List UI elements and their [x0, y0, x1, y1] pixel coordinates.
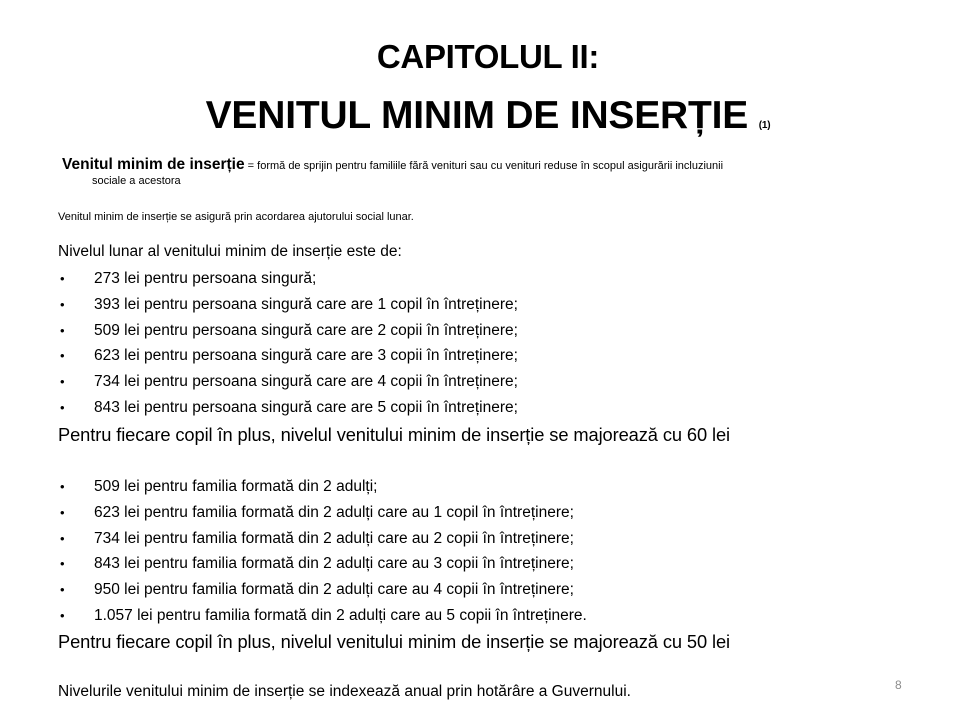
- bullet-icon: •: [60, 399, 65, 415]
- family-list: [58, 474, 587, 629]
- definition-continuation: sociale a acestora: [92, 175, 181, 187]
- list-item: • 950 lei pentru familia formată din 2 adulți care au 4 copii în întreținere;: [58, 577, 587, 603]
- bullet-icon: •: [60, 479, 65, 494]
- list-item: • 273 lei pentru persoana singură;: [58, 266, 518, 292]
- single-person-list: [58, 266, 518, 421]
- list-item: • 1.057 lei pentru familia formată din 2 adulți care au 5 copii în întreținere.: [58, 603, 587, 629]
- bullet-icon: •: [60, 530, 65, 546]
- bullet-icon: •: [60, 556, 65, 572]
- bullet-icon: •: [60, 374, 65, 390]
- bullet-icon: •: [60, 322, 65, 338]
- note-text: Venitul minim de inserție se asigură prin acordarea ajutorului social lunar.: [58, 211, 414, 223]
- family-extra-note: Pentru fiecare copil în plus, nivelul venitului minim de inserție se majorează cu 50 lei: [58, 631, 731, 652]
- definition: [62, 157, 912, 189]
- bullet-icon: •: [60, 607, 65, 623]
- list-item: • 623 lei pentru familia formată din 2 adulți care au 1 copil în întreținere;: [58, 500, 587, 526]
- single-person-extra-note: Pentru fiecare copil în plus, nivelul venitului minim de inserție se majorează cu 60 lei: [58, 424, 731, 445]
- bullet-icon: •: [60, 271, 65, 286]
- bullet-icon: •: [60, 296, 65, 312]
- footnote-mark: (1): [758, 120, 771, 131]
- section-title: [0, 94, 960, 138]
- list-item: • 843 lei pentru familia formată din 2 adulți care au 3 copii în întreținere;: [58, 551, 587, 577]
- list-item: • 623 lei pentru persoana singură care are 3 copii în întreținere;: [58, 343, 518, 369]
- definition-term: Venitul minim de inserție: [62, 156, 245, 173]
- list-item: • 509 lei pentru familia formată din 2 adulți;: [58, 474, 587, 500]
- indexation-note: Nivelurile venitului minim de inserție se indexează anual prin hotărâre a Guvernului.: [58, 683, 631, 700]
- bullet-icon: •: [60, 348, 65, 364]
- bullet-icon: •: [60, 504, 65, 520]
- list-item: • 843 lei pentru persoana singură care are 5 copii în întreținere;: [58, 395, 518, 421]
- bullet-icon: •: [60, 582, 65, 598]
- list-item: • 509 lei pentru persoana singură care are 2 copii în întreținere;: [58, 318, 518, 344]
- list-item: • 734 lei pentru persoana singură care are 4 copii în întreținere;: [58, 369, 518, 395]
- list-item: • 734 lei pentru familia formată din 2 adulți care au 2 copii în întreținere;: [58, 526, 587, 552]
- intro-text: Nivelul lunar al venitului minim de inserție este de:: [58, 243, 402, 260]
- definition-description: = formă de sprijin pentru familiile fără venituri sau cu venituri reduse în scopul asigurării incluziunii: [244, 160, 724, 172]
- list-item: • 393 lei pentru persoana singură care are 1 copil în întreținere;: [58, 292, 518, 318]
- section-title-text: VENITUL MINIM DE INSERȚIE: [205, 94, 749, 137]
- page-number: 8: [895, 678, 902, 692]
- chapter-title: CAPITOLUL II:: [376, 38, 600, 75]
